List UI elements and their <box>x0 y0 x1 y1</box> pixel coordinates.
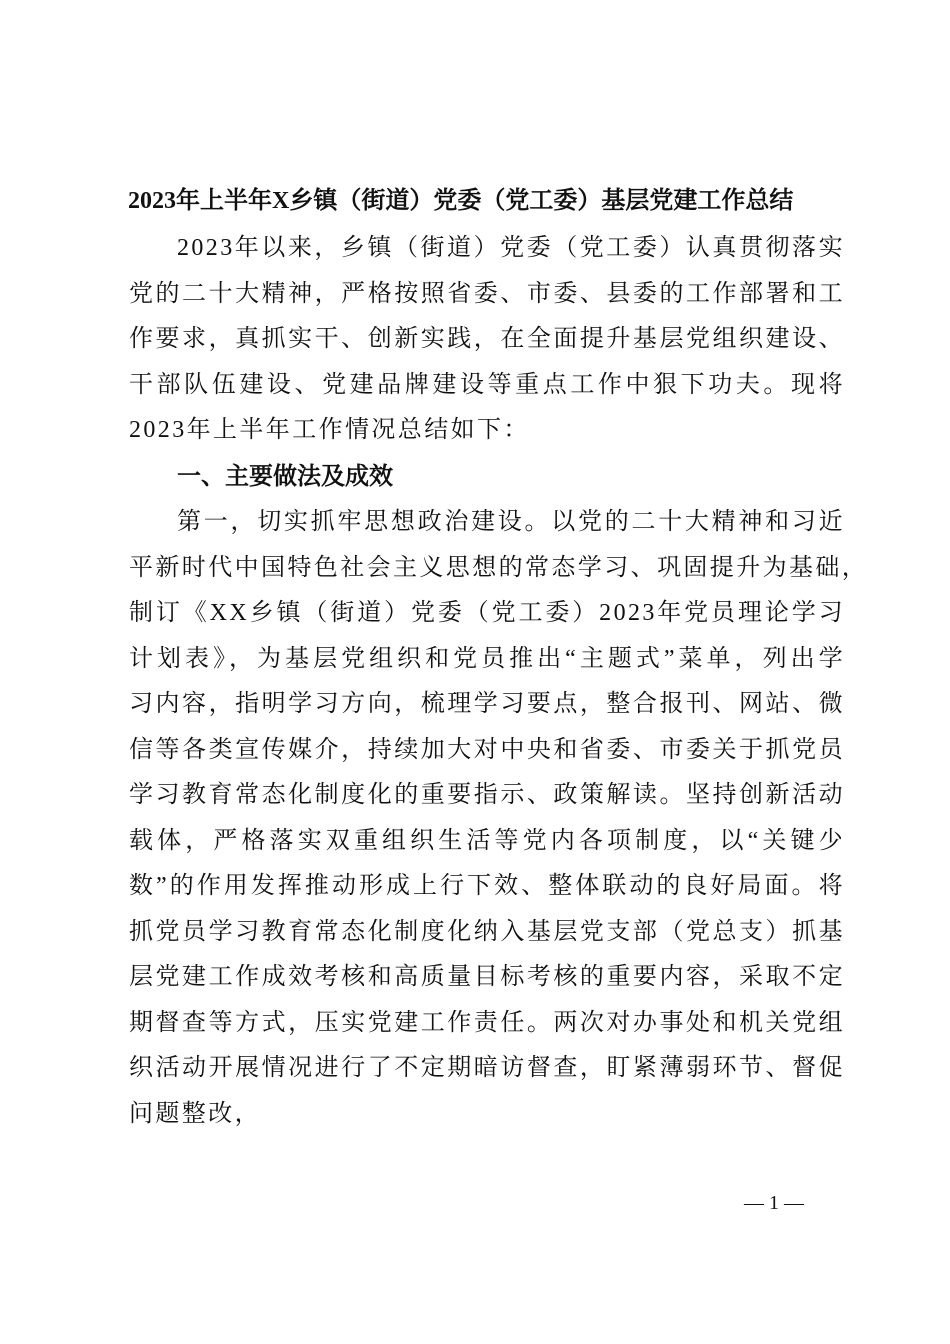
text-line: 抓党员学习教育常态化制度化纳入基层党支部（党总支）抓基 <box>129 918 845 945</box>
text-line: 问题整改， <box>129 1100 261 1127</box>
text-line: 计划表》，为基层党组织和党员推出“主题式”菜单，列出学 <box>129 645 845 672</box>
text-line: 学习教育常态化制度化的重要指示、政策解读。坚持创新活动 <box>129 782 845 808</box>
text-line: 党的二十大精神，严格按照省委、市委、县委的工作部署和工 <box>129 280 845 307</box>
text-line: 数”的作用发挥推动形成上行下效、整体联动的良好局面。将 <box>129 873 845 899</box>
page-number: — 1 — <box>744 1192 804 1214</box>
text-line: 信等各类宣传媒介，持续加大对中央和省委、市委关于抓党员 <box>129 736 845 763</box>
text-line: 干部队伍建设、党建品牌建设等重点工作中狠下功夫。现将 <box>129 371 845 398</box>
section-paragraph <box>129 500 869 1137</box>
intro-paragraph <box>129 226 845 454</box>
text-line: 2023年以来，乡镇（街道）党委（党工委）认真贯彻落实 <box>177 235 845 261</box>
section-heading-block <box>129 454 845 500</box>
text-line: 第一，切实抓牢思想政治建设。以党的二十大精神和习近 <box>177 509 845 535</box>
text-line: 载体，严格落实双重组织生活等党内各项制度，以“关键少 <box>129 827 845 854</box>
text-line: 制订《XX乡镇（街道）党委（党工委）2023年党员理论学习 <box>129 600 845 626</box>
text-line: 期督查等方式，压实党建工作责任。两次对办事处和机关党组 <box>129 1009 845 1036</box>
text-line: 平新时代中国特色社会主义思想的常态学习、巩固提升为基础， <box>129 554 869 581</box>
text-line: 层党建工作成效考核和高质量目标考核的重要内容，采取不定 <box>129 964 845 990</box>
text-line: 2023年上半年工作情况总结如下： <box>129 417 530 443</box>
section-heading: 一、主要做法及成效 <box>177 463 393 490</box>
text-line: 习内容，指明学习方向，梳理学习要点，整合报刊、网站、微 <box>129 691 845 717</box>
text-line: 织活动开展情况进行了不定期暗访督查，盯紧薄弱环节、督促 <box>129 1055 845 1081</box>
document-title: 2023年上半年X乡镇（街道）党委（党工委）基层党建工作总结 <box>128 188 794 214</box>
text-line: 作要求，真抓实干、创新实践，在全面提升基层党组织建设、 <box>129 326 845 352</box>
